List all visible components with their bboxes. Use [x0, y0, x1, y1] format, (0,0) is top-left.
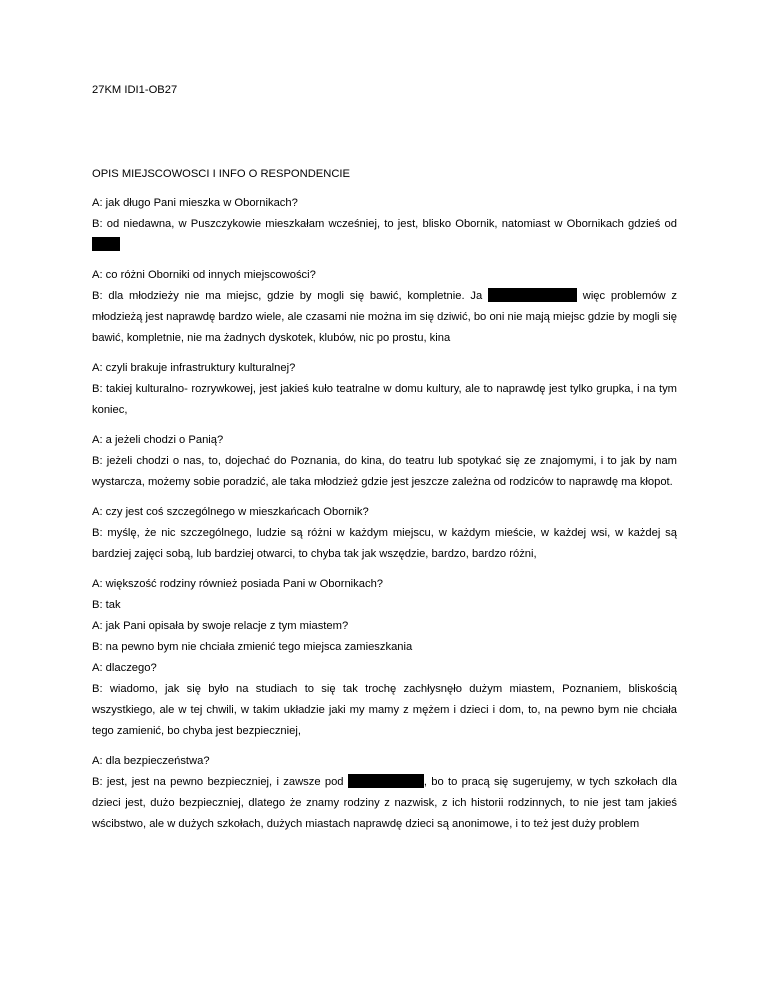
answer-1 [92, 214, 677, 256]
question-9: A: dla bezpieczeństwa? [92, 755, 210, 767]
redaction-block [488, 288, 577, 302]
question-3: A: czyli brakuje infrastruktury kulturalnej? [92, 362, 296, 374]
question-1: A: jak długo Pani mieszka w Obornikach? [92, 197, 298, 209]
question-6: A: większość rodziny również posiada Pani w Obornikach? [92, 578, 384, 590]
question-8: A: dlaczego? [92, 662, 157, 674]
answer-7: B: na pewno bym nie chciała zmienić tego miejsca zamieszkania [92, 641, 413, 653]
answer-8: B: wiadomo, jak się było na studiach to się tak trochę zachłysnęło dużym miastem, Poznaniem, bliskością wszystkiego, ale w tej chwili, w takim układzie jaki my mamy z mężem i dzieci i dom, to, na pewno bym nie chciała tego zamienić, bo chyba jest bezpieczniej, [92, 683, 677, 737]
question-5: A: czy jest coś szczególnego w mieszkańcach Obornik? [92, 506, 369, 518]
answer-1-text: B: od niedawna, w Puszczykowie mieszkałam wcześniej, to jest, blisko Obornik, natomiast w Obornikach gdzieś od [92, 218, 677, 230]
answer-4: B: jeżeli chodzi o nas, to, dojechać do Poznania, do kina, do teatru lub spotykać się ze znajomymi, i to jak by nam wystarcza, możemy sobie poradzić, ale taka młodzież gdzie jest jeszcze zależna od rodziców to naprawdę ma kłopot. [92, 455, 677, 488]
question-4: A: a jeżeli chodzi o Panią? [92, 434, 224, 446]
answer-9-text-after: , bo to pracą się sugerujemy, w tych szkołach dla dzieci jest, dużo bezpieczniej, dlatego że znamy rodziny z nazwisk, z ich historii rodzinnych, to nie jest tam jakieś wścibstwo, ale w dużych szkołach, dużych miastach naprawdę dzieci są anonimowe, i to też jest duży problem [92, 776, 677, 830]
answer-6: B: tak [92, 599, 121, 611]
question-2: A: co różni Oborniki od innych miejscowości? [92, 269, 316, 281]
answer-9-text-before: B: jest, jest na pewno bezpieczniej, i zawsze pod [92, 776, 344, 788]
answer-3: B: takiej kulturalno- rozrywkowej, jest jakieś kuło teatralne w domu kultury, ale to naprawdę jest tylko grupka, i na tym koniec, [92, 383, 677, 416]
answer-2-text-after: więc problemów z młodzieżą jest naprawdę bardzo wiele, ale czasami nie można im się dziwić, bo oni nie mają miejsc gdzie by mogli się bawić, kompletnie, nie ma żadnych dyskotek, klubów, nic po prostu, kina [92, 290, 677, 344]
answer-2-text-before: B: dla młodzieży nie ma miejsc, gdzie by mogli się bawić, kompletnie. Ja [92, 290, 483, 302]
interview-transcript [92, 193, 677, 844]
redaction-block [92, 237, 120, 251]
document-id: 27KM IDI1-OB27 [92, 84, 178, 96]
answer-2 [92, 286, 677, 349]
answer-5: B: myślę, że nic szczególnego, ludzie są różni w każdym miejscu, w każdym mieście, w każdej wsi, w każdej są bardziej zajęci sobą, lub bardziej otwarci, to chyba tak jak wszędzie, bardzo, bardzo różni, [92, 527, 677, 560]
answer-9 [92, 772, 677, 835]
question-7: A: jak Pani opisała by swoje relacje z tym miastem? [92, 620, 349, 632]
redaction-block [348, 774, 424, 788]
section-title: OPIS MIEJSCOWOSCI I INFO O RESPONDENCIE [92, 168, 350, 180]
